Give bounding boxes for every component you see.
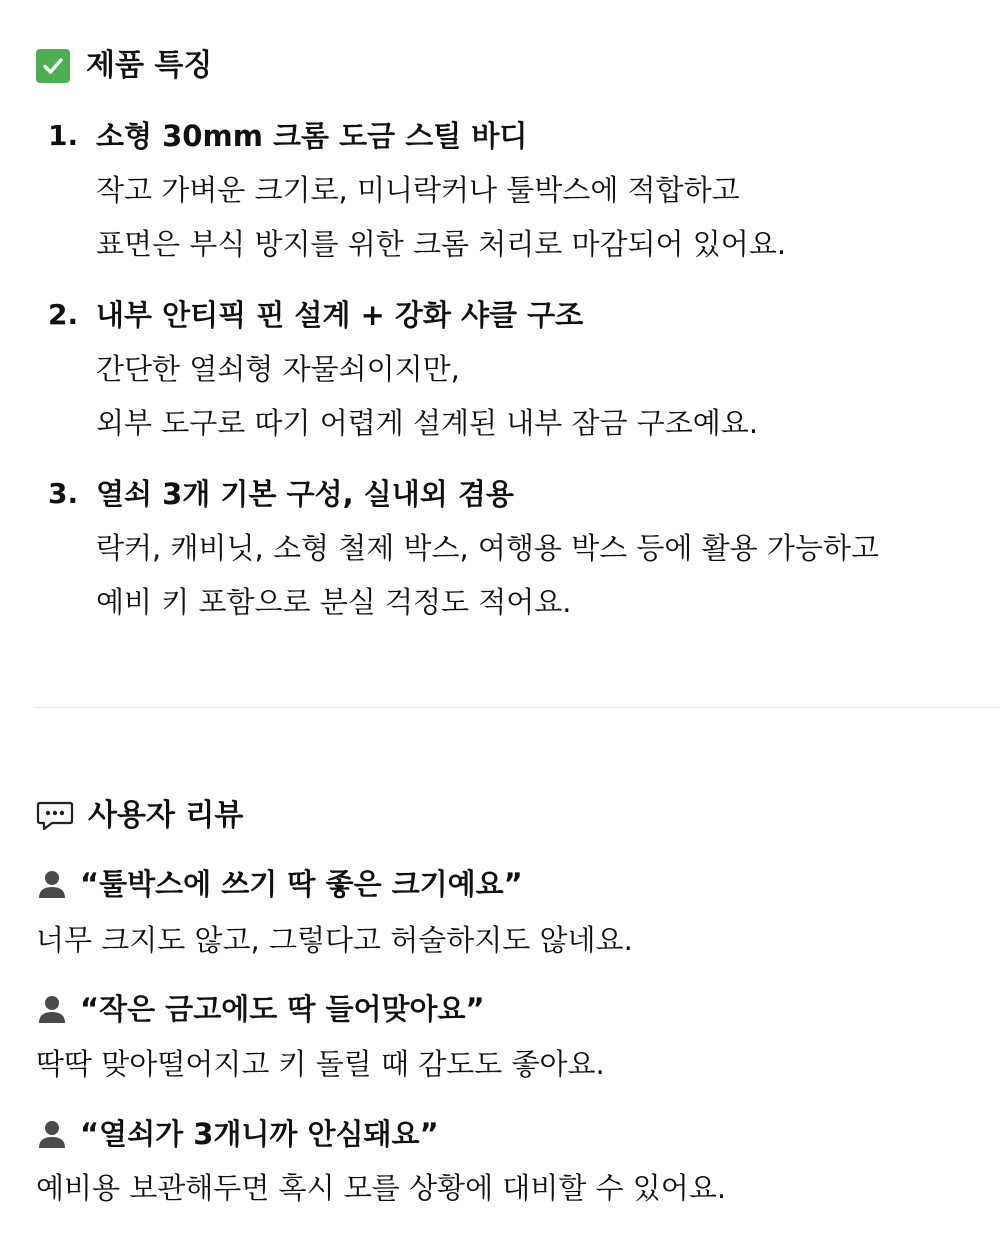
check-box-icon <box>36 49 70 83</box>
features-heading <box>36 46 212 86</box>
review-title <box>36 1114 439 1154</box>
feature-title: 소형 30mm 크롬 도금 스틸 바디 <box>96 119 528 153</box>
features-title: 제품 특징 <box>86 48 213 83</box>
review-title-text: “열쇠가 3개니까 안심돼요” <box>80 1117 439 1151</box>
reviews-title: 사용자 리뷰 <box>88 798 244 833</box>
feature-number: 2. <box>48 298 79 331</box>
review-title-text: “툴박스에 쓰기 딱 좋은 크기예요” <box>80 867 523 901</box>
speech-bubble-icon <box>36 800 74 832</box>
feature-description-line: 간단한 열쇠형 자물쇠이지만, <box>96 352 460 386</box>
section-divider <box>34 707 1000 708</box>
feature-title: 내부 안티픽 핀 설계 + 강화 샤클 구조 <box>96 298 584 332</box>
feature-number: 3. <box>48 477 79 510</box>
user-silhouette-icon <box>36 1118 68 1150</box>
feature-number: 1. <box>48 119 79 152</box>
review-title <box>36 864 523 904</box>
review-body: 예비용 보관해두면 혹시 모를 상황에 대비할 수 있어요. <box>36 1171 727 1205</box>
feature-description-line: 표면은 부식 방지를 위한 크롬 처리로 마감되어 있어요. <box>96 227 787 261</box>
review-body: 딱딱 맞아떨어지고 키 돌릴 때 감도도 좋아요. <box>36 1047 605 1081</box>
user-silhouette-icon <box>36 993 68 1025</box>
reviews-heading <box>36 796 243 836</box>
feature-title: 열쇠 3개 기본 구성, 실내외 겸용 <box>96 477 514 511</box>
feature-description-line: 락커, 캐비닛, 소형 철제 박스, 여행용 박스 등에 활용 가능하고 <box>96 531 879 565</box>
feature-description-line: 예비 키 포함으로 분실 걱정도 적어요. <box>96 585 572 619</box>
feature-description-line: 작고 가벼운 크기로, 미니락커나 툴박스에 적합하고 <box>96 173 740 207</box>
review-title-text: “작은 금고에도 딱 들어맞아요” <box>80 992 485 1026</box>
review-body: 너무 크지도 않고, 그렇다고 허술하지도 않네요. <box>36 923 633 957</box>
user-silhouette-icon <box>36 868 68 900</box>
feature-description-line: 외부 도구로 따기 어렵게 설계된 내부 잠금 구조예요. <box>96 406 759 440</box>
review-title <box>36 989 485 1029</box>
